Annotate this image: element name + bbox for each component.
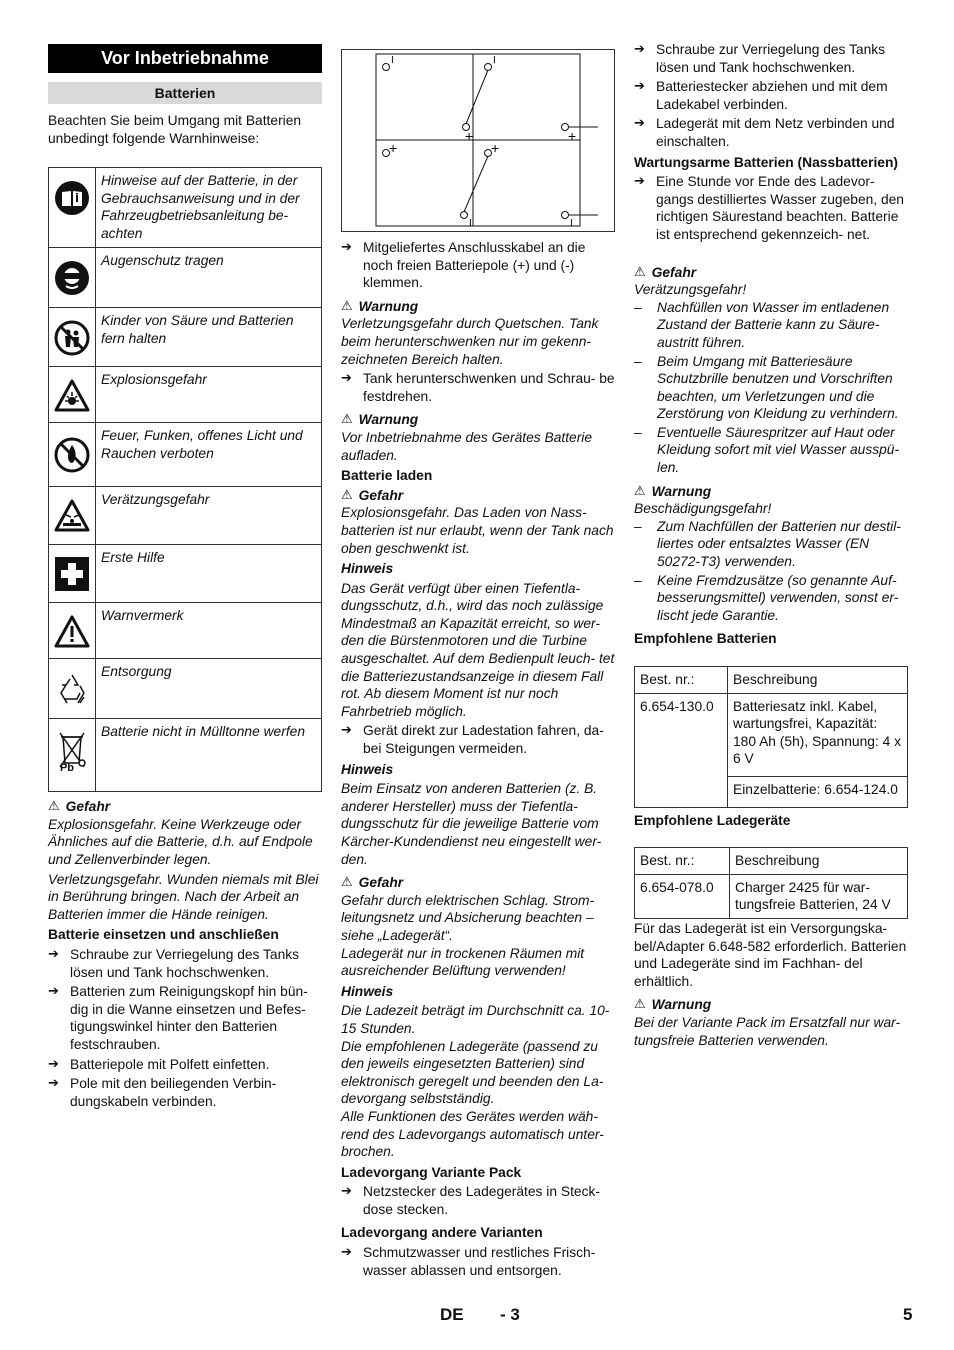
table-row (49, 603, 322, 659)
gefahr-text: Verletzungsgefahr. Wunden niemals mit Blei in Berührung bringen. Nach der Arbeit an Batterien immer die Hände reinigen. (48, 871, 319, 922)
batteries-table (634, 666, 908, 808)
laden-heading: Batterie laden (341, 468, 433, 484)
symbol-text: Hinweise auf der Batterie, in der Gebrauchsanweisung und in der Fahrzeugbetriebsanleitung be- achten (96, 168, 322, 248)
arrow-icon: ➔ (48, 1056, 59, 1072)
gefahr-heading: ⚠ Gefahr (341, 487, 404, 503)
table-row (49, 248, 322, 308)
warning-triangle-icon: ⚠ (634, 483, 646, 499)
list-item: ➔ Gerät direkt zur Ladestation fahren, da- bei Steigungen vermeiden. (341, 723, 604, 757)
list-item: – Nachfüllen von Wasser im entladenen Zustand der Batterie kann zu Säure- austritt führen. (634, 299, 890, 350)
warning-triangle-icon: ⚠ (341, 412, 353, 428)
list-item: – Beim Umgang mit Batteriesäure Schutzbrille benutzen und Vorschriften beachten, um Verletzungen und die Zerstörung von Kleidung zu verhindern. (634, 353, 899, 422)
arrow-icon: ➔ (634, 116, 645, 132)
table-cell: Einzelbatterie: 6.654-124.0 (728, 776, 908, 807)
table-row (49, 367, 322, 423)
figure-label: + (491, 140, 500, 156)
chargers-table (634, 847, 908, 919)
table-header: Beschreibung (728, 667, 908, 694)
gefahr-text: Explosionsgefahr. Keine Werkzeuge oder Ähnliches auf die Batterie, d.h. auf Endpole und Zellenverbinder legen. (48, 816, 313, 867)
first-aid-icon (54, 556, 90, 592)
column-3 (634, 41, 908, 1051)
warning-icon (54, 615, 90, 649)
arrow-icon: ➔ (341, 723, 352, 739)
arrow-icon: ➔ (48, 984, 59, 1000)
list-item: ➔ Eine Stunde vor Ende des Ladevor- gangs destilliertes Wasser zugeben, den richtigen Säurestand beachten. Batterie ist entsprechend gekennzeich- net. (634, 174, 904, 242)
footer-page-num: 5 (903, 1305, 913, 1324)
wiring-diagram (342, 50, 614, 231)
hinweis-heading: Hinweis (341, 983, 394, 999)
hinweis-text: Beim Einsatz von anderen Batterien (z. B. anderer Hersteller) muss der Tiefentla- dungsschutz für die jeweilige Batterie vom Kärcher-Kundendienst neu eingestellt wer- den. (341, 781, 602, 867)
arrow-icon: ➔ (341, 240, 352, 255)
andere-heading: Ladevorgang andere Varianten (341, 1225, 543, 1241)
gefahr-heading: ⚠ Gefahr (634, 264, 697, 280)
arrow-icon: ➔ (341, 371, 352, 387)
hinweis-text: Das Gerät verfügt über einen Tiefentla- dungsschutz, d.h., wird das noch zulässige Mindestmaß an Kapazität erreicht, so wer- den die Bürstenmotoren und die Turbine ausgeschaltet. Auf dem Bedienpult leuch- tet die Batteriezustandsanzeige in diesem Fall rot. Ab diesem Moment ist nur noch Fahrbetrieb möglich. (341, 580, 615, 719)
arrow-icon: ➔ (341, 1245, 352, 1261)
table-row (635, 874, 908, 918)
table-cell: 6.654-078.0 (635, 874, 730, 918)
symbol-text: Entsorgung (96, 659, 322, 719)
arrow-icon: ➔ (48, 946, 59, 962)
nass-heading: Wartungsarme Batterien (Nassbatterien) (634, 154, 898, 170)
warnung-text: Vor Inbetriebnahme des Gerätes Batterie aufladen. (341, 429, 593, 463)
warnung-heading: ⚠ Warnung (634, 997, 712, 1013)
symbol-text: Warnvermerk (96, 603, 322, 659)
list-item: – Zum Nachfüllen der Batterien nur destil- liertes oder entsalztes Wasser (EN 50272-T3) verwenden. (634, 518, 901, 570)
hinweis-text: Die Ladezeit beträgt im Durchschnitt ca. 10-15 Stunden. (341, 1003, 610, 1036)
table-row (49, 545, 322, 603)
page-title: Vor Inbetriebnahme (48, 44, 322, 73)
symbol-text: Verätzungsgefahr (96, 487, 322, 545)
table-row (49, 423, 322, 487)
einsetzen-heading: Batterie einsetzen und anschließen (48, 927, 279, 943)
list-item: ➔ Batteriestecker abziehen und mit dem Ladekabel verbinden. (634, 79, 888, 112)
warning-triangle-icon: ⚠ (634, 997, 646, 1013)
warnung-intro: Beschädigungsgefahr! (634, 501, 772, 517)
warning-triangle-icon: ⚠ (341, 875, 353, 891)
column-2 (341, 44, 615, 1281)
battery-wiring-figure (341, 49, 615, 232)
list-item: – Keine Fremdzusätze (so genannte Auf- besserungsmittel) verwenden, sonst er- lischt jede Garantie. (634, 572, 899, 623)
pack-heading: Ladevorgang Variante Pack (341, 1164, 522, 1180)
gefahr-heading: ⚠ Gefahr (48, 799, 111, 815)
figure-label: I (391, 55, 394, 66)
arrow-icon: ➔ (48, 1076, 59, 1092)
gefahr-heading: ⚠ Gefahr (341, 875, 404, 891)
symbol-text: Erste Hilfe (96, 545, 322, 603)
table-cell: 6.654-130.0 (635, 693, 728, 807)
warnung-heading: ⚠ Warnung (634, 483, 712, 499)
list-item: ➔ Schraube zur Verriegelung des Tanks lösen und Tank hochschwenken. (634, 42, 886, 75)
gefahr-text: Gefahr durch elektrischen Schlag. Strom- leitungsnetz und Absicherung beachten – siehe „Ladegerät“. (341, 892, 595, 943)
arrow-icon: ➔ (341, 1184, 352, 1200)
footer-page-ref: - 3 (500, 1305, 520, 1324)
lade-text: Für das Ladegerät ist ein Versorgungska- bel/Adapter 6.648-582 erforderlich. Batterien und Ladegeräte sind im Fachhan- del erhältlich. (634, 920, 907, 989)
arrow-icon: ➔ (634, 79, 645, 95)
table-row (49, 168, 322, 248)
recycle-icon (53, 671, 91, 707)
list-item: ➔ Ladegerät mit dem Netz verbinden und einschalten. (634, 116, 895, 149)
batt-heading: Empfohlene Batterien (634, 631, 777, 647)
symbol-text: Feuer, Funken, offenes Licht und Rauchen verboten (96, 423, 322, 487)
table-cell: Charger 2425 für war- tungsfreie Batterien, 24 V (730, 874, 908, 918)
pb-label: Pb (59, 762, 75, 775)
table-header: Best. nr.: (635, 667, 728, 694)
figure-label: I (570, 218, 573, 229)
book-info-icon (54, 180, 90, 216)
symbol-text: Batterie nicht in Mülltonne werfen (96, 719, 322, 792)
no-children-icon (54, 320, 90, 356)
table-row (635, 848, 908, 875)
list-item: – Eventuelle Säurespritzer auf Haut oder Kleidung sofort mit viel Wasser ausspü- len. (634, 424, 900, 476)
table-header: Best. nr.: (635, 848, 730, 875)
table-row (49, 719, 322, 792)
warning-triangle-icon: ⚠ (341, 487, 353, 503)
warnung-text: Verletzungsgefahr durch Quetschen. Tank beim herunterschwenken nur im gekenn- zeichneten Bereich halten. (341, 316, 599, 367)
list-item: ➔ Netzstecker des Ladegerätes in Steck- dose stecken. (341, 1184, 600, 1217)
gefahr-text: Explosionsgefahr. Das Laden von Nass- batterien ist nur erlaubt, wenn der Tank nach oben geschwenkt ist. (341, 505, 614, 556)
section-heading-batterien: Batterien (48, 82, 322, 104)
intro-text: Beachten Sie beim Umgang mit Batterien unbedingt folgende Warnhinweise: (48, 113, 302, 146)
gefahr-text: Ladegerät nur in trockenen Räumen mit ausreichender Belüftung verwenden! (341, 945, 585, 979)
warning-triangle-icon: ⚠ (634, 264, 646, 280)
warning-triangle-icon: ⚠ (48, 799, 60, 815)
arrow-icon: ➔ (634, 42, 645, 57)
goggles-icon (54, 260, 90, 296)
warning-triangle-icon: ⚠ (341, 298, 353, 314)
warning-symbols-table (48, 167, 322, 792)
table-row (635, 693, 908, 776)
list-item: ➔ Mitgeliefertes Anschlusskabel an die noch freien Batteriepole (+) und (-) klemmen. (341, 240, 586, 291)
footer-lang: DE (440, 1305, 464, 1324)
list-item: ➔ Batteriepole mit Polfett einfetten. (48, 1056, 270, 1072)
figure-label: I (469, 218, 472, 229)
arrow-icon: ➔ (634, 174, 645, 190)
column-1 (48, 44, 322, 1112)
figure-label: I (493, 55, 496, 66)
table-row (49, 487, 322, 545)
lade-heading: Empfohlene Ladegeräte (634, 812, 791, 828)
list-item: ➔ Tank herunterschwenken und Schrau- be festdrehen. (341, 371, 615, 404)
gefahr-intro: Verätzungsgefahr! (634, 282, 747, 298)
hinweis-text: Die empfohlenen Ladegeräte (passend zu den jeweils eingesetzten Batterien) sind elektronisch geregelt und beenden den La- devorgang selbstständig. (341, 1038, 604, 1107)
figure-label: + (465, 128, 474, 144)
hinweis-heading: Hinweis (341, 561, 394, 577)
warnung-heading: ⚠ Warnung (341, 412, 419, 428)
corrosion-icon (54, 499, 90, 533)
table-row (635, 667, 908, 694)
table-cell: Batteriesatz inkl. Kabel, wartungsfrei, Kapazität: 180 Ah (5h), Spannung: 4 x 6 V (728, 693, 908, 776)
table-row (49, 659, 322, 719)
table-row (49, 308, 322, 367)
symbol-text: Explosionsgefahr (96, 367, 322, 423)
list-item: ➔ Pole mit den beiliegenden Verbin- dungskabeln verbinden. (48, 1076, 277, 1109)
figure-label: + (568, 128, 577, 144)
explosion-icon (54, 379, 90, 413)
warnung-heading: ⚠ Warnung (341, 298, 419, 314)
hinweis-text: Alle Funktionen des Gerätes werden wäh- rend des Ladevorgangs automatisch unter- brochen. (341, 1108, 604, 1160)
table-header: Beschreibung (730, 848, 908, 875)
symbol-text: Augenschutz tragen (96, 248, 322, 308)
list-item: ➔ Schmutzwasser und restliches Frisch- wasser ablassen und entsorgen. (341, 1245, 596, 1278)
no-fire-icon (54, 437, 90, 473)
hinweis-heading: Hinweis (341, 761, 394, 777)
symbol-text: Kinder von Säure und Batterien fern halten (96, 308, 322, 367)
list-item: ➔ Schraube zur Verriegelung des Tanks lösen und Tank hochschwenken. (48, 946, 300, 980)
list-item: ➔ Batterien zum Reinigungskopf hin bün- dig in die Wanne einsetzen und Befes- tigungswinkel hinter den Batterien festschrauben. (48, 984, 308, 1052)
figure-label: + (389, 140, 398, 156)
warnung-text: Bei der Variante Pack im Ersatzfall nur war- tungsfreie Batterien verwenden. (634, 1014, 901, 1048)
